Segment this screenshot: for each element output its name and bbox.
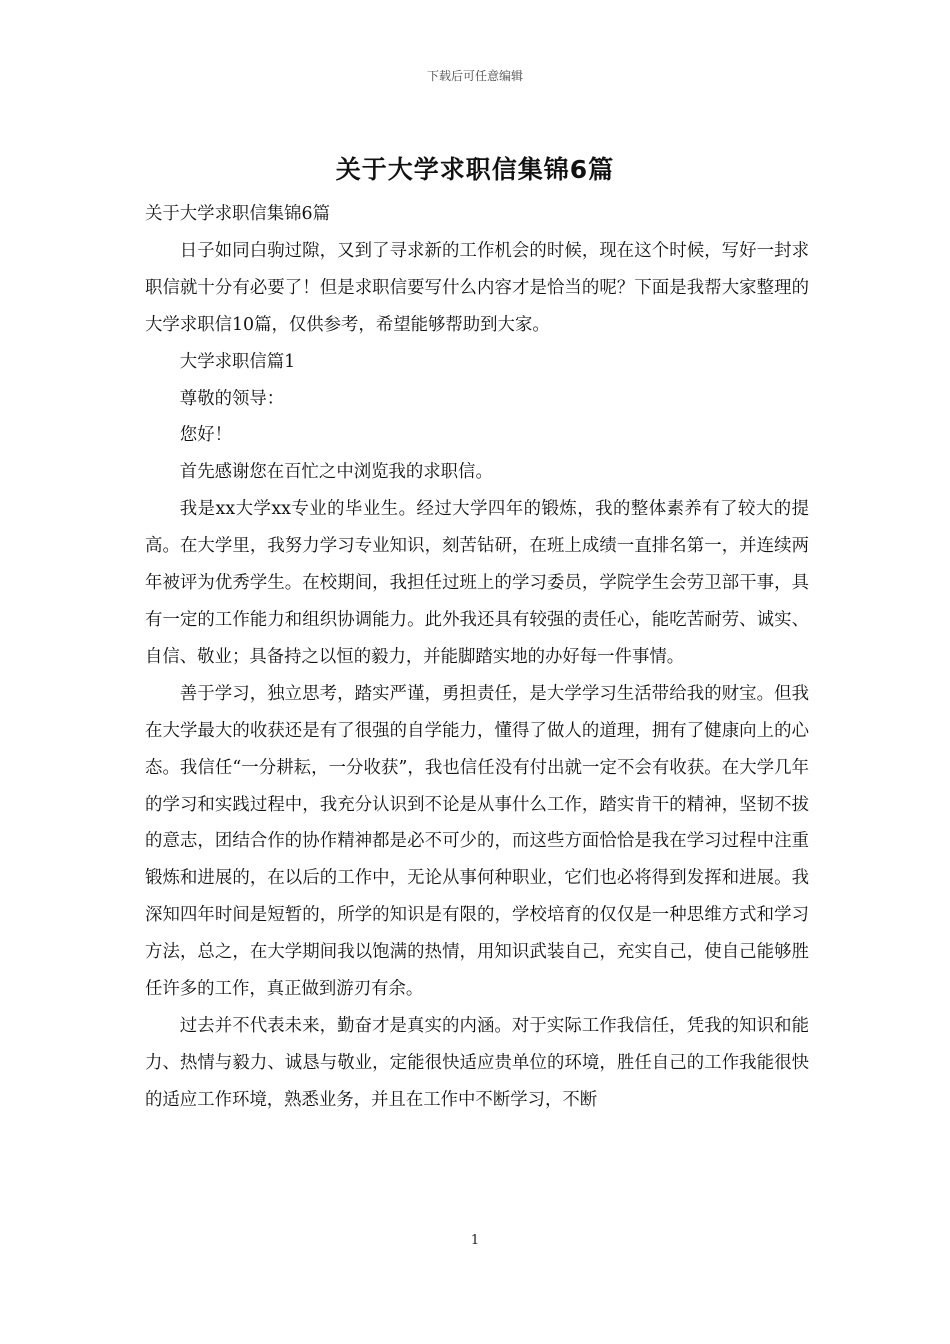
intro-paragraph: 日子如同白驹过隙，又到了寻求新的工作机会的时候，现在这个时候，写好一封求职信就十分有必要了！但是求职信要写什么内容才是恰当的呢？下面是我帮大家整理的大学求职信10篇，仅供参考，希望能够帮助到大家。	[145, 240, 809, 335]
document-body	[145, 196, 809, 1119]
body-paragraph: 善于学习，独立思考，踏实严谨，勇担责任，是大学学习生活带给我的财宝。但我在大学最大的收获还是有了很强的自学能力，懂得了做人的道理，拥有了健康向上的心态。我信任“一分耕耘，一分收获”，我也信任没有付出就一定不会有收获。在大学几年的学习和实践过程中，我充分认识到不论是从事什么工作，踏实肯干的精神，坚韧不拔的意志，团结合作的协作精神都是必不可少的，而这些方面恰恰是我在学习过程中注重锻炼和进展的，在以后的工作中，无论从事何种职业，它们也必将得到发挥和进展。我深知四年时间是短暂的，所学的知识是有限的，学校培育的仅仅是一种思维方式和学习方法，总之，在大学期间我以饱满的热情，用知识武装自己，充实自己，使自己能够胜任许多的工作，真正做到游刃有余。	[145, 683, 809, 1000]
greeting: 您好！	[179, 425, 232, 446]
page-header-note: 下载后可任意编辑	[426, 69, 523, 83]
section-heading: 大学求职信篇1	[179, 351, 296, 372]
page-number: 1	[470, 1233, 480, 1248]
body-paragraph: 过去并不代表未来，勤奋才是真实的内涵。对于实际工作我信任，凭我的知识和能力、热情与毅力、诚恳与敬业，定能很快适应贵单位的环境，胜任自己的工作我能很快的适应工作环境，熟悉业务，并且在工作中不断学习，不断	[145, 1015, 809, 1110]
salutation: 尊敬的领导：	[179, 388, 285, 409]
document-title: 关于大学求职信集锦6篇	[335, 155, 615, 184]
body-paragraph: 首先感谢您在百忙之中浏览我的求职信。	[179, 462, 493, 483]
subtitle-line: 关于大学求职信集锦6篇	[145, 204, 330, 224]
body-paragraph: 我是xx大学xx专业的毕业生。经过大学四年的锻炼，我的整体素养有了较大的提高。在大学里，我努力学习专业知识，刻苦钻研，在班上成绩一直排名第一，并连续两年被评为优秀学生。在校期间，我担任过班上的学习委员，学院学生会劳卫部干事，具有一定的工作能力和组织协调能力。此外我还具有较强的责任心，能吃苦耐劳、诚实、自信、敬业；具备持之以恒的毅力，并能脚踏实地的办好每一件事情。	[145, 499, 809, 667]
